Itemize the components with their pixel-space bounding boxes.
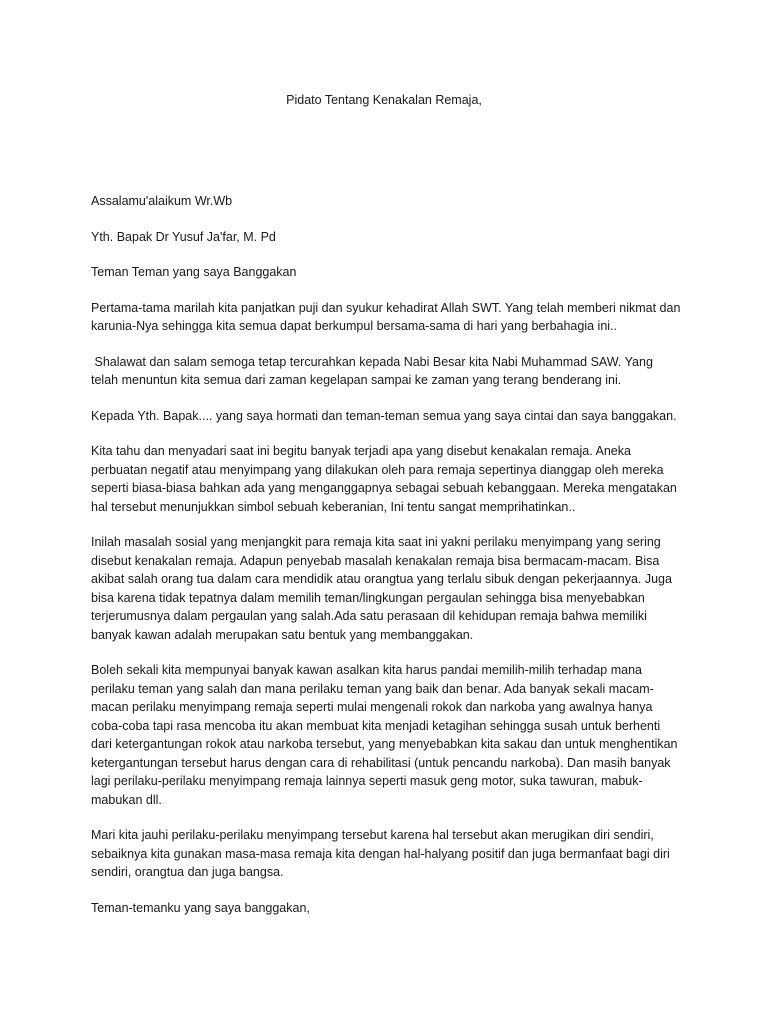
body-paragraph: Shalawat dan salam semoga tetap tercurahkan kepada Nabi Besar kita Nabi Muhammad SAW. Yang telah menuntun kita semua dari zaman kegelapan sampai ke zaman yang terang benderang ini. [91, 354, 657, 387]
addressee-paragraph: Yth. Bapak Dr Yusuf Ja'far, M. Pd [91, 229, 276, 244]
body-paragraph: Kepada Yth. Bapak.... yang saya hormati dan teman-teman semua yang saya cintai dan saya banggakan. [91, 408, 677, 423]
audience-paragraph: Teman Teman yang saya Banggakan [91, 265, 297, 279]
closing-address-paragraph: Teman-temanku yang saya banggakan, [91, 900, 310, 915]
body-paragraph: Kita tahu dan menyadari saat ini begitu banyak terjadi apa yang disebut kenakalan remaja. Aneka perbuatan negatif atau menyimpang yang dilakukan oleh para remaja sepertinya dianggap oleh mereka seperti biasa-biasa bahkan ada yang menganggapnya sebagai sebuah kebanggaan. Mereka mengatakan hal tersebut menunjukkan simbol sebuah keberanian, Ini tentu sangat memprihatinkan.. [91, 444, 677, 514]
body-paragraph: Mari kita jauhi perilaku-perilaku menyimpang tersebut karena hal tersebut akan merugikan diri sendiri, sebaiknya kita gunakan masa-masa remaja kita dengan hal-halyang positif dan juga bermanfaat bagi diri sendiri, orangtua dan juga bangsa. [91, 828, 670, 879]
document-body [91, 192, 681, 934]
body-paragraph: Boleh sekali kita mempunyai banyak kawan asalkan kita harus pandai memilih-milih terhadap mana perilaku teman yang salah dan mana perilaku teman yang baik dan benar. Ada banyak sekali macam-macan perilaku menyimpang remaja seperti mulai mengenali rokok dan narkoba yang awalnya hanya coba-coba tapi rasa mencoba itu akan membuat kita menjadi ketagihan sehingga susah untuk berhenti dari ketergantungan rokok atau narkoba tersebut, yang menyebabkan kita sakau dan untuk menghentikan ketergantungan tersebut harus dengan cara di rehabilitasi (untuk pencandu narkoba). Dan masih banyak lagi perilaku-perilaku menyimpang remaja lainnya seperti masuk geng motor, suka tawuran, mabuk-mabukan dll. [91, 663, 678, 807]
body-paragraph: Inilah masalah sosial yang menjangkit para remaja kita saat ini yakni perilaku menyimpang yang sering disebut kenakalan remaja. Adapun penyebab masalah kenakalan remaja bisa bermacam-macam. Bisa akibat salah orang tua dalam cara mendidik atau orangtua yang terlalu sibuk dengan pekerjaannya. Juga bisa karena tidak tepatnya dalam memilih teman/lingkungan pergaulan sehingga bisa menyebabkan terjerumusnya dalam pergaulan yang salah.Ada satu perasaan dil kehidupan remaja bahwa memiliki banyak kawan adalah merupakan satu bentuk yang membanggakan. [91, 535, 672, 642]
greeting-paragraph: Assalamu'alaikum Wr.Wb [91, 194, 233, 208]
document-title: Pidato Tentang Kenakalan Remaja, [286, 93, 482, 107]
body-paragraph: Pertama-tama marilah kita panjatkan puji dan syukur kehadirat Allah SWT. Yang telah memberi nikmat dan karunia-Nya sehingga kita semua dapat berkumpul bersama-sama di hari yang berbahagia ini.. [91, 300, 681, 333]
